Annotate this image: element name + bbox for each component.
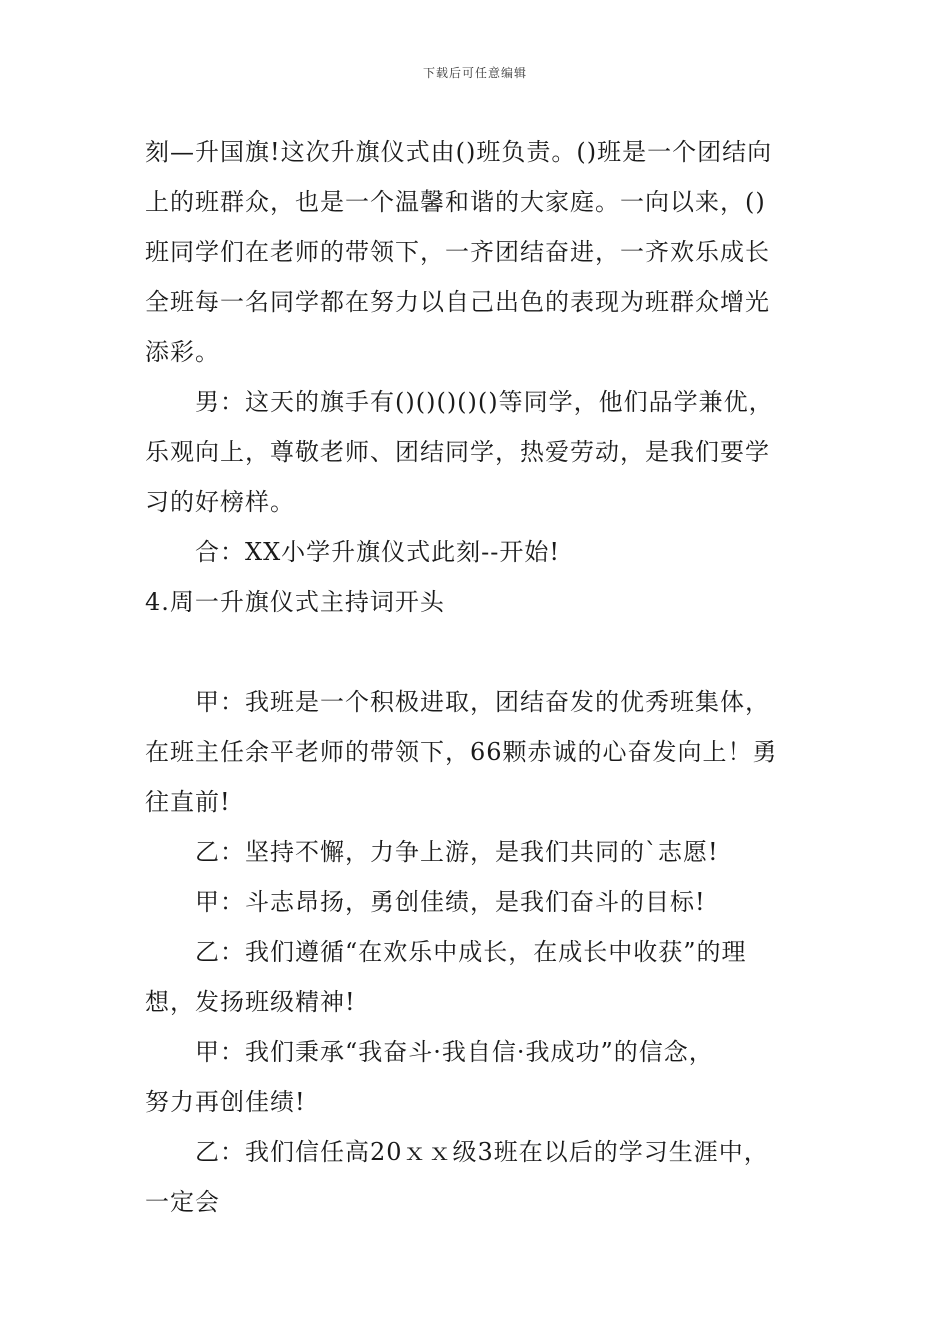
text-line: 乐观向上，尊敬老师、团结同学，热爱劳动，是我们要学 (145, 438, 770, 466)
text-line: 乙：我们信任高20ｘｘ级3班在以后的学习生涯中， (195, 1138, 769, 1166)
text-line: 刻—升国旗!这次升旗仪式由()班负责。()班是一个团结向 (145, 138, 773, 166)
text-line: 在班主任余平老师的带领下，66颗赤诚的心奋发向上！勇 (145, 738, 778, 766)
paragraph (145, 927, 825, 1027)
text-line: 乙：坚持不懈，力争上游，是我们共同的`志愿! (195, 838, 719, 866)
text-line: 全班每一名同学都在努力以自己出色的表现为班群众增光 (145, 288, 770, 316)
text-line: 想，发扬班级精神! (145, 988, 356, 1016)
paragraph (145, 1127, 825, 1227)
document-body (145, 127, 825, 1227)
paragraph (145, 377, 825, 527)
text-line: 男：这天的旗手有()()()()()等同学，他们品学兼优， (195, 388, 774, 416)
paragraph (145, 127, 825, 377)
heading-line: 4.周一升旗仪式主持词开头 (145, 588, 445, 616)
paragraph (145, 527, 825, 577)
paragraph (145, 877, 825, 927)
text-line: 努力再创佳绩! (145, 1088, 306, 1116)
text-line: 往直前! (145, 788, 231, 816)
page-header: 下载后可任意编辑 (422, 66, 527, 80)
paragraph (145, 1027, 825, 1127)
section-heading (145, 577, 825, 627)
text-line: 合：XX小学升旗仪式此刻--开始! (195, 538, 561, 566)
text-line: 习的好榜样。 (145, 488, 295, 516)
text-line: 添彩。 (145, 338, 220, 366)
text-line: 甲：我班是一个积极进取，团结奋发的优秀班集体， (195, 688, 770, 716)
text-line: 甲：斗志昂扬，勇创佳绩，是我们奋斗的目标! (195, 888, 706, 916)
text-line: 一定会 (145, 1188, 220, 1216)
paragraph (145, 677, 825, 827)
blank-line (145, 627, 825, 677)
text-line: 乙：我们遵循“在欢乐中成长，在成长中收获”的理 (195, 938, 747, 966)
text-line: 甲：我们秉承“我奋斗·我自信·我成功”的信念， (195, 1038, 714, 1066)
paragraph (145, 827, 825, 877)
text-line: 上的班群众，也是一个温馨和谐的大家庭。一向以来，() (145, 188, 766, 216)
text-line: 班同学们在老师的带领下，一齐团结奋进，一齐欢乐成长 (145, 238, 770, 266)
